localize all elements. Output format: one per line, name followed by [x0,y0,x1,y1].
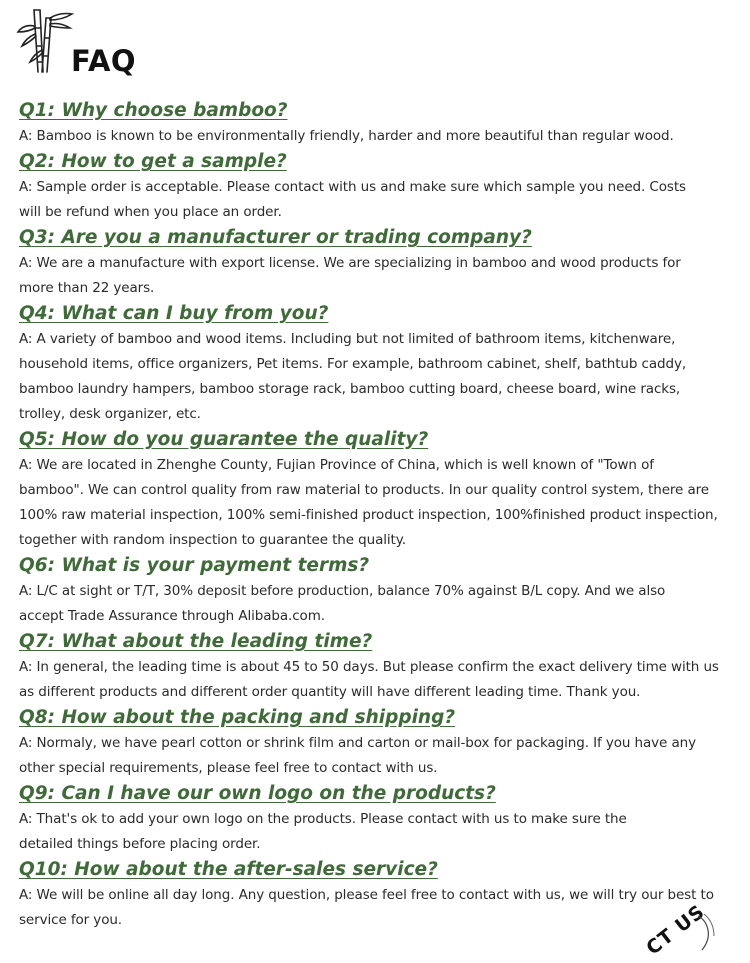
faq-answer-line: A: Sample order is acceptable. Please contact with us and make sure which sample you need. Costs [19,179,686,195]
faq-answer-line: A: A variety of bamboo and wood items. Including but not limited of bathroom items, kitchenware, [19,331,676,347]
faq-answer [19,579,731,629]
faq-answer-line: household items, office organizers, Pet items. For example, bathroom cabinet, shelf, bathtub caddy, [19,356,687,372]
faq-answer [19,807,731,857]
faq-question: Q8: How about the packing and shipping? [19,707,456,728]
faq-item [19,427,731,553]
stamp-text: CT US [642,900,710,958]
faq-question: Q5: How do you guarantee the quality? [19,429,429,450]
faq-answer-line: A: In general, the leading time is about 45 to 50 days. But please confirm the exact delivery time with us [19,659,719,675]
faq-question: Q10: How about the after-sales service? [19,859,438,880]
faq-answer-line: detailed things before placing order. [19,836,261,852]
faq-item [19,629,731,705]
faq-item [19,781,731,857]
faq-item [19,553,731,629]
faq-answer-line: together with random inspection to guarantee the quality. [19,532,406,548]
faq-answer-line: other special requirements, please feel free to contact with us. [19,760,438,776]
faq-answer [19,883,731,933]
faq-answer-line: service for you. [19,912,122,928]
contact-us-stamp-icon [632,898,750,958]
faq-answer [19,731,731,781]
faq-answer-line: bamboo". We can control quality from raw material to products. In our quality control system, there are [19,482,709,498]
faq-list [19,98,731,933]
faq-answer-line: A: We are a manufacture with export license. We are specializing in bamboo and wood products for [19,255,681,271]
faq-answer-line: more than 22 years. [19,280,155,296]
faq-answer [19,327,731,427]
page-title: FAQ [71,44,137,78]
faq-question: Q6: What is your payment terms? [19,555,370,576]
faq-answer-line: 100% raw material inspection, 100% semi-finished product inspection, 100%finished product inspection, [19,507,718,523]
faq-item [19,149,731,225]
faq-item [19,225,731,301]
faq-answer [19,453,731,553]
faq-answer-line: A: We are located in Zhenghe County, Fujian Province of China, which is well known of "Town of [19,457,654,473]
faq-question: Q9: Can I have our own logo on the products? [19,783,496,804]
faq-answer-line: trolley, desk organizer, etc. [19,406,201,422]
faq-question: Q7: What about the leading time? [19,631,373,652]
faq-answer-line: A: L/C at sight or T/T, 30% deposit before production, balance 70% against B/L copy. And we also [19,583,666,599]
faq-answer [19,124,731,149]
faq-question: Q4: What can I buy from you? [19,303,329,324]
faq-question: Q1: Why choose bamboo? [19,100,288,121]
faq-answer-line: accept Trade Assurance through Alibaba.com. [19,608,325,624]
faq-answer-line: A: That's ok to add your own logo on the products. Please contact with us to make sure the [19,811,627,827]
faq-answer-line: will be refund when you place an order. [19,204,282,220]
faq-item [19,705,731,781]
faq-item [19,857,731,933]
faq-question: Q3: Are you a manufacturer or trading company? [19,227,532,248]
faq-answer-line: A: We will be online all day long. Any question, please feel free to contact with us, we will try our best to [19,887,714,903]
faq-answer-line: A: Bamboo is known to be environmentally friendly, harder and more beautiful than regular wood. [19,128,674,144]
faq-item [19,301,731,427]
faq-answer-line: bamboo laundry hampers, bamboo storage rack, bamboo cutting board, cheese board, wine racks, [19,381,681,397]
faq-answer [19,655,731,705]
faq-header [16,6,176,82]
faq-answer [19,175,731,225]
faq-answer-line: A: Normaly, we have pearl cotton or shrink film and carton or mail-box for packaging. If you have any [19,735,696,751]
bamboo-icon [16,6,76,76]
faq-answer [19,251,731,301]
faq-question: Q2: How to get a sample? [19,151,287,172]
faq-answer-line: as different products and different order quantity will have different leading time. Thank you. [19,684,641,700]
faq-item [19,98,731,149]
